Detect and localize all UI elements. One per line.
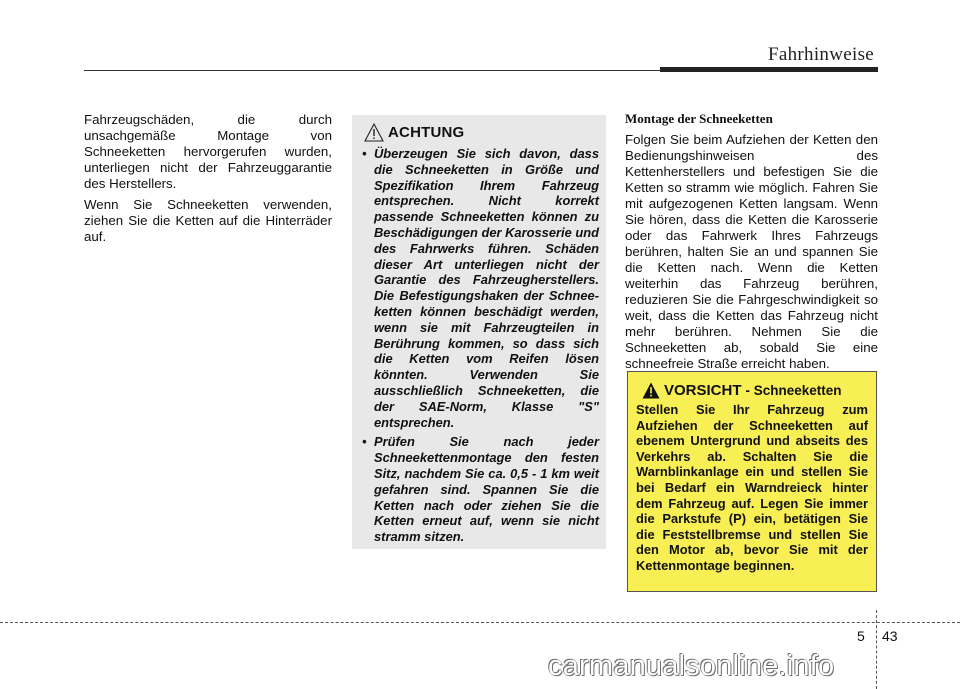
warning-filled-triangle-icon	[642, 382, 660, 399]
chapter-number: 5	[857, 628, 865, 644]
watermark-text: carmanualsonline.info	[548, 650, 835, 682]
warning-header	[636, 382, 868, 399]
warning-box	[627, 371, 877, 592]
left-paragraph-1: Fahrzeugschäden, die durch unsachgemäße Montage von Schneeketten hervorgerufen wurden, unterliegen nicht der Fahrzeuggarantie des Herstellers.	[84, 112, 332, 191]
caution-item	[360, 434, 599, 545]
caution-box	[352, 115, 606, 549]
left-paragraph-2: Wenn Sie Schneeketten verwenden, ziehen Sie die Ketten auf die Hinterräder auf.	[84, 197, 332, 244]
footer-divider	[876, 610, 877, 689]
caution-header	[364, 123, 599, 142]
header-rule-thin	[84, 70, 660, 71]
warning-text: Stellen Sie Ihr Fahrzeug zum Aufziehen der Schneeketten auf ebenem Untergrund und abseits des Verkehrs ab. Schalten Sie die Warnblinkanlage ein und stellen Sie bei Bedarf ein Warndreieck hinter dem Fahrzeug auf. Legen Sie immer die Parkstufe (P) ein, betätigen Sie die Feststellbremse und stellen Sie den Motor ab, bevor Sie mit der Kettenmontage beginnen.	[636, 402, 868, 573]
right-paragraph: Folgen Sie beim Aufziehen der Ketten den Bedienungshinweisen des Kettenherstellers und befestigen Sie die Ketten so stramm wie möglich. Fahren Sie mit aufgezogenen Ketten langsam. Wenn Sie hören, dass die Ketten die Karosserie oder das Fahrwerk Ihres Fahrzeugs berühren, halten Sie an und spannen Sie die Ketten nach. Wenn die Ketten weiterhin das Fahrzeug berühren, reduzieren Sie die Fahrgeschwindigkeit so weit, dass die Ketten das Fahrzeug nicht mehr berühren. Nehmen Sie die Schneeketten ab, sobald Sie eine schneefreie Straße erreicht haben.	[625, 132, 878, 371]
caution-title: ACHTUNG	[388, 124, 465, 141]
bullet: •	[362, 146, 367, 161]
caution-item-text: Überzeugen Sie sich davon, dass die Schneeketten in Größe und Spezifikation Ihrem Fahrzeug entsprechen. Nicht korrekt passende Schneeketten können zu Beschädigungen der Karosserie und des Fahrwerks führen. Schäden dieser Art unterliegen nicht der Garantie des Fahrzeugherstellers. Die Befestigungshaken der Schnee-ketten können beschädigt werden, wenn sie mit Fahrzeugteilen in Berührung kommen, so dass sich die Ketten vom Reifen lösen könnten. Verwenden Sie ausschließlich Schneeketten, die der SAE-Norm, Klasse "S" entsprechen.	[374, 146, 599, 430]
caution-item-text: Prüfen Sie nach jeder Schneekettenmontage den festen Sitz, nachdem Sie ca. 0,5 - 1 km weit gefahren sind. Spannen Sie die Ketten nach oder ziehen Sie die Ketten erneut auf, wenn sie nicht stramm sitzen.	[374, 434, 599, 545]
footer-rule	[0, 622, 960, 623]
section-title: Fahrhinweise	[768, 44, 874, 65]
warning-subtitle: - Schneeketten	[745, 383, 842, 398]
left-column	[84, 112, 332, 250]
page-number: 43	[882, 628, 898, 644]
right-column	[625, 111, 878, 377]
subheading-chain-mounting: Montage der Schneeketten	[625, 111, 773, 126]
bullet: •	[362, 434, 367, 450]
caution-item	[360, 146, 599, 430]
caution-list	[360, 146, 599, 545]
warning-triangle-icon	[364, 123, 384, 142]
header-rule-thick	[660, 67, 878, 72]
warning-title: VORSICHT	[664, 382, 742, 399]
